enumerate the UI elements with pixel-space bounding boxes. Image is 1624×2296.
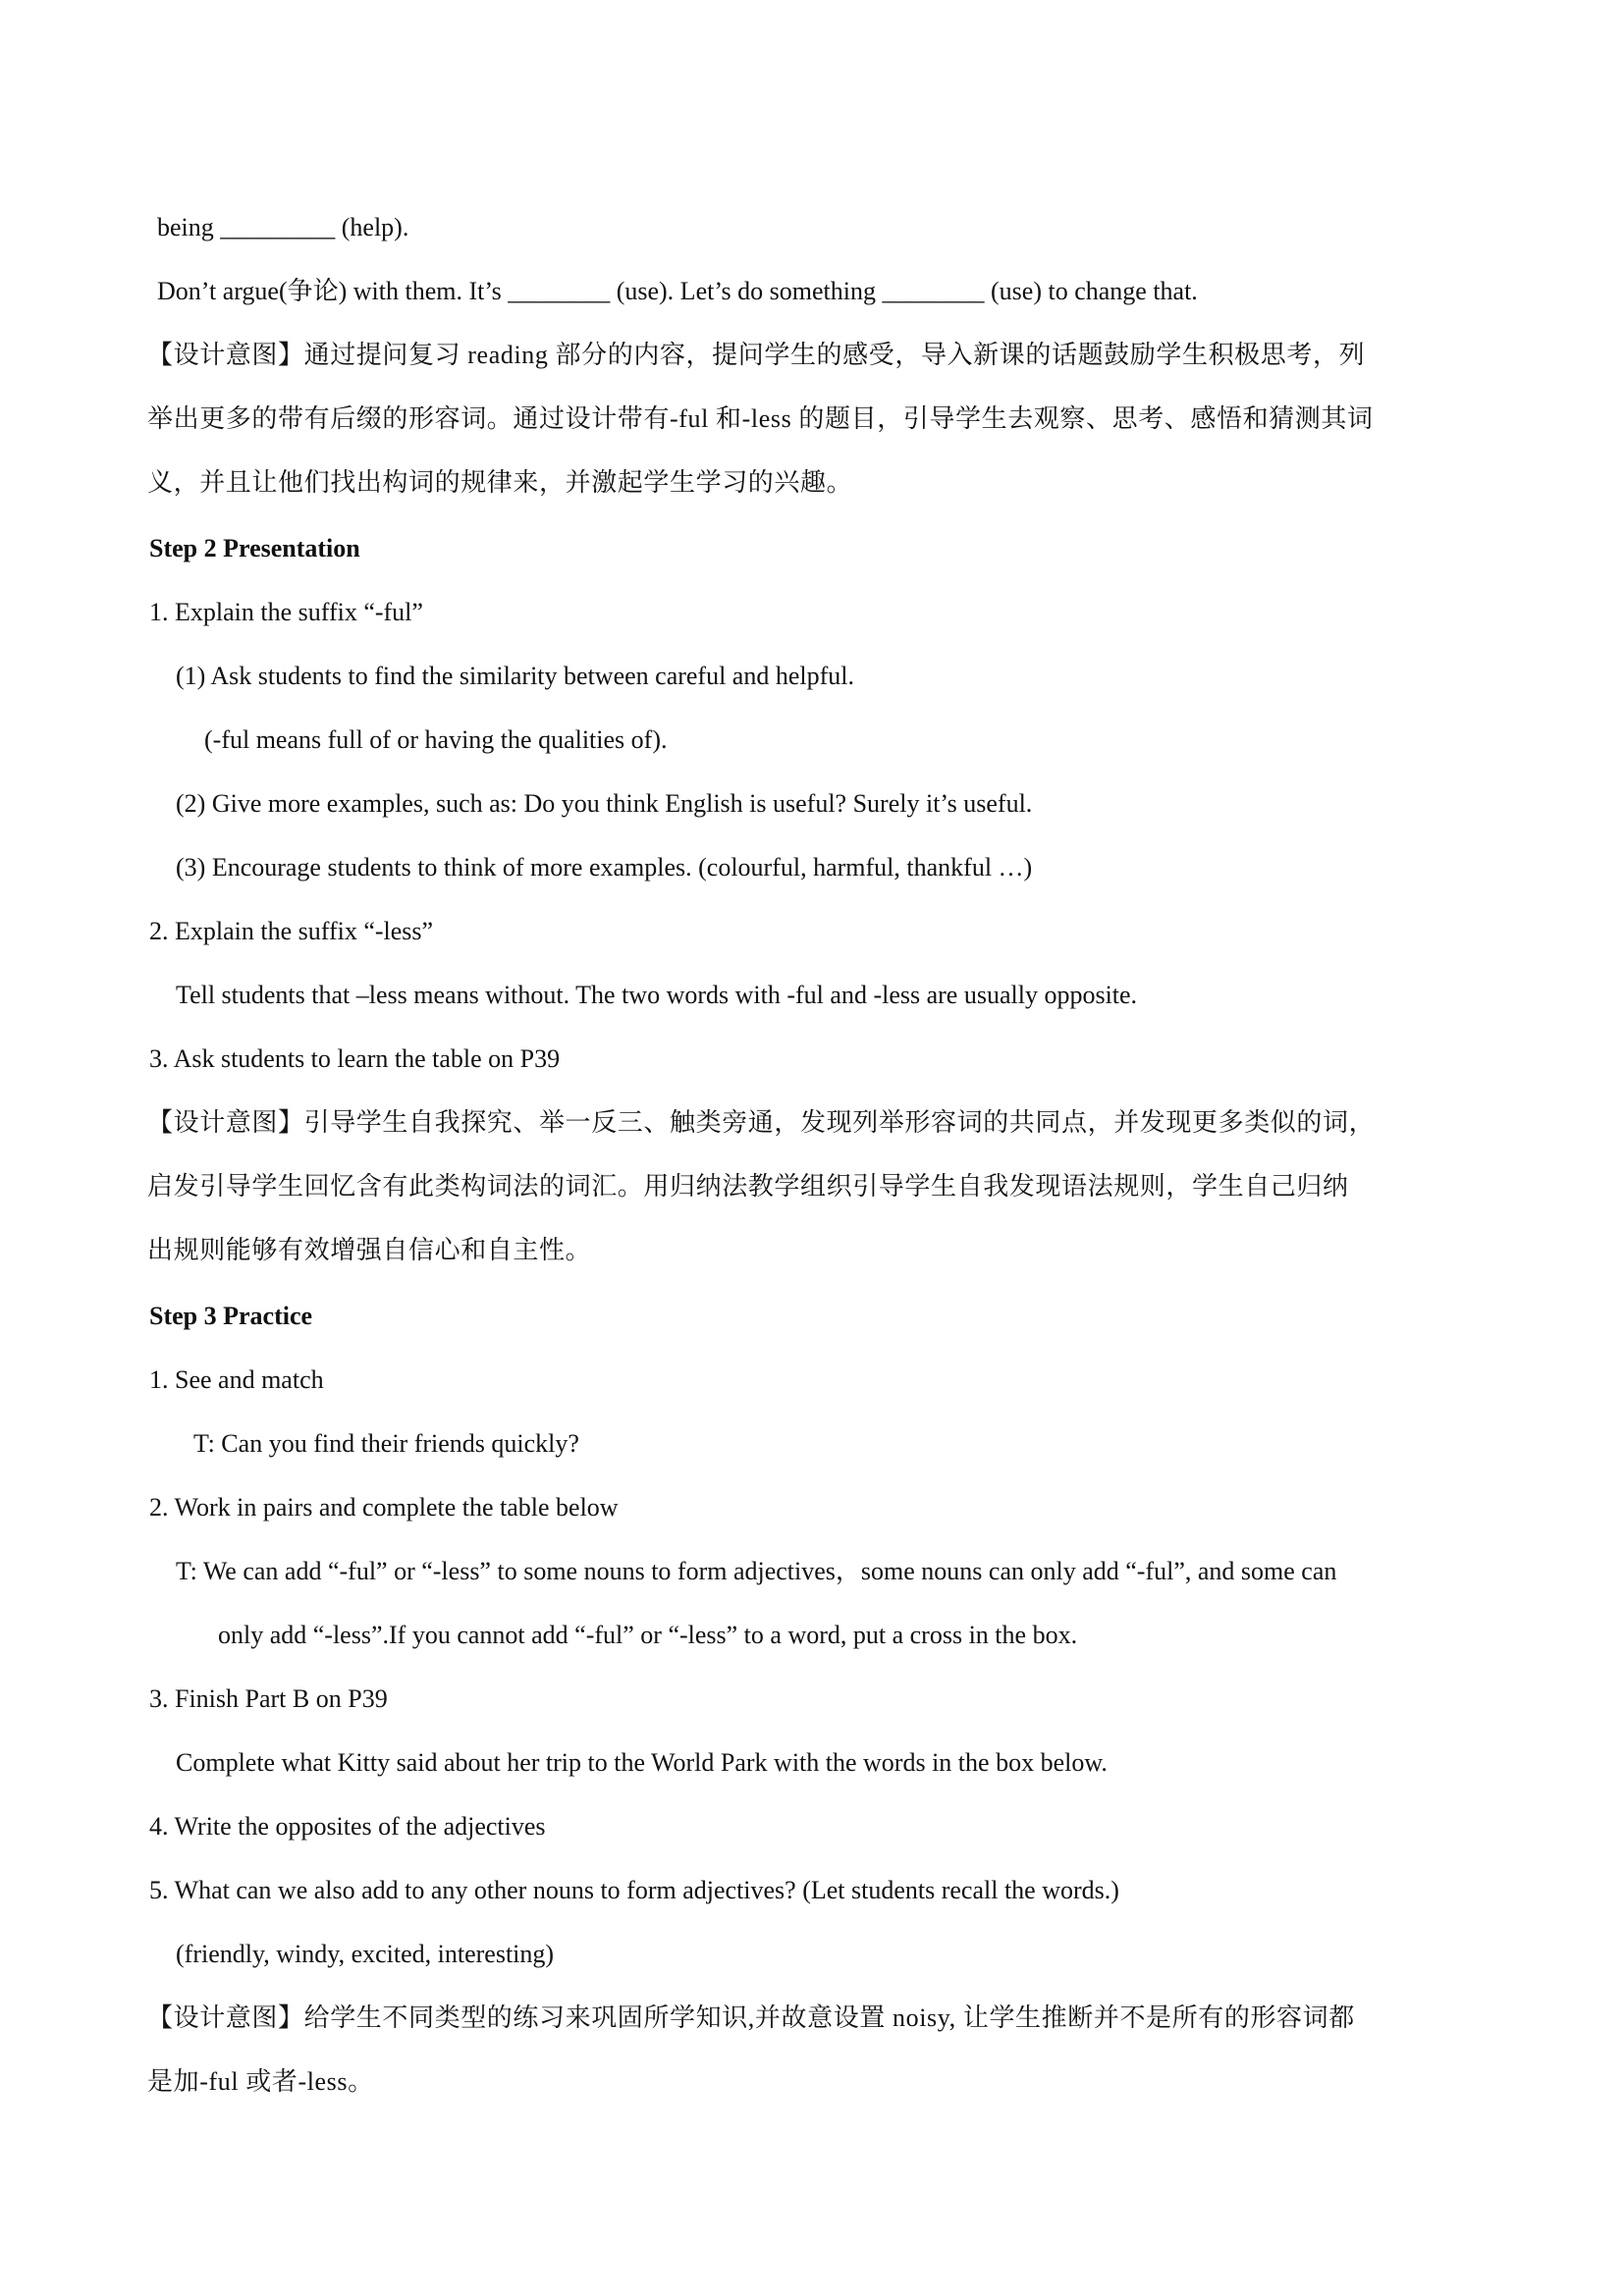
design-intent-3-line-1: 【设计意图】给学生不同类型的练习来巩固所学知识,并故意设置 noisy, 让学生推断并不是所有的形容词都 — [147, 2003, 1355, 2032]
design-intent-3-line-2: 是加-ful 或者-less。 — [147, 2067, 374, 2096]
list-item-work-pairs: 2. Work in pairs and complete the table below — [149, 1493, 619, 1522]
text-line-argue: Don’t argue(争论) with them. It’s ________ (use). Let’s do something ________ (use) to change that. — [157, 277, 1198, 305]
step-2-heading: Step 2 Presentation — [149, 534, 360, 562]
design-intent-1-line-3: 义，并且让他们找出构词的规律来，并激起学生学习的兴趣。 — [147, 468, 853, 497]
design-intent-2-line-2: 启发引导学生回忆含有此类构词法的词汇。用归纳法教学组织引导学生自我发现语法规则，学生自己归纳 — [147, 1172, 1349, 1201]
sub-item-more-examples: (2) Give more examples, such as: Do you think English is useful? Surely it’s useful. — [176, 789, 1033, 818]
ful-meaning: (-ful means full of or having the qualities of). — [204, 725, 668, 754]
design-intent-2-line-1: 【设计意图】引导学生自我探究、举一反三、触类旁通，发现列举形容词的共同点，并发现更多类似的词， — [147, 1108, 1376, 1137]
list-item-part-b: 3. Finish Part B on P39 — [149, 1684, 388, 1713]
sub-item-encourage: (3) Encourage students to think of more examples. (colourful, harmful, thankful …) — [176, 853, 1033, 881]
list-item-other-suffixes: 5. What can we also add to any other nouns to form adjectives? (Let students recall the words.) — [149, 1876, 1119, 1904]
list-item-opposites: 4. Write the opposites of the adjectives — [149, 1812, 546, 1841]
list-item-explain-less: 2. Explain the suffix “-less” — [149, 917, 434, 945]
sub-item-similarity: (1) Ask students to find the similarity between careful and helpful. — [176, 662, 854, 690]
teacher-instruction-line-2: only add “-less”.If you cannot add “-ful” or “-less” to a word, put a cross in the box. — [218, 1621, 1078, 1649]
recall-words: (friendly, windy, excited, interesting) — [176, 1940, 555, 1968]
less-meaning: Tell students that –less means without. The two words with -ful and -less are usually opposite. — [176, 981, 1138, 1009]
list-item-table-p39: 3. Ask students to learn the table on P39 — [149, 1044, 561, 1073]
part-b-instruction: Complete what Kitty said about her trip to the World Park with the words in the box below. — [176, 1748, 1108, 1777]
teacher-question: T: Can you find their friends quickly? — [193, 1429, 579, 1458]
design-intent-1-line-2: 举出更多的带有后缀的形容词。通过设计带有-ful 和-less 的题目，引导学生去观察、思考、感悟和猜测其词 — [147, 404, 1374, 433]
text-line-help-blank: being _________ (help). — [157, 213, 409, 241]
design-intent-2-line-3: 出规则能够有效增强自信心和自主性。 — [147, 1236, 592, 1264]
design-intent-1-line-1: 【设计意图】通过提问复习 reading 部分的内容，提问学生的感受，导入新课的话题鼓励学生积极思考，列 — [147, 341, 1366, 369]
step-3-heading: Step 3 Practice — [149, 1302, 313, 1330]
list-item-explain-ful: 1. Explain the suffix “-ful” — [149, 598, 423, 626]
teacher-instruction-line-1: T: We can add “-ful” or “-less” to some nouns to form adjectives，some nouns can only add “-ful”, and some can — [176, 1557, 1337, 1585]
list-item-see-match: 1. See and match — [149, 1365, 324, 1394]
